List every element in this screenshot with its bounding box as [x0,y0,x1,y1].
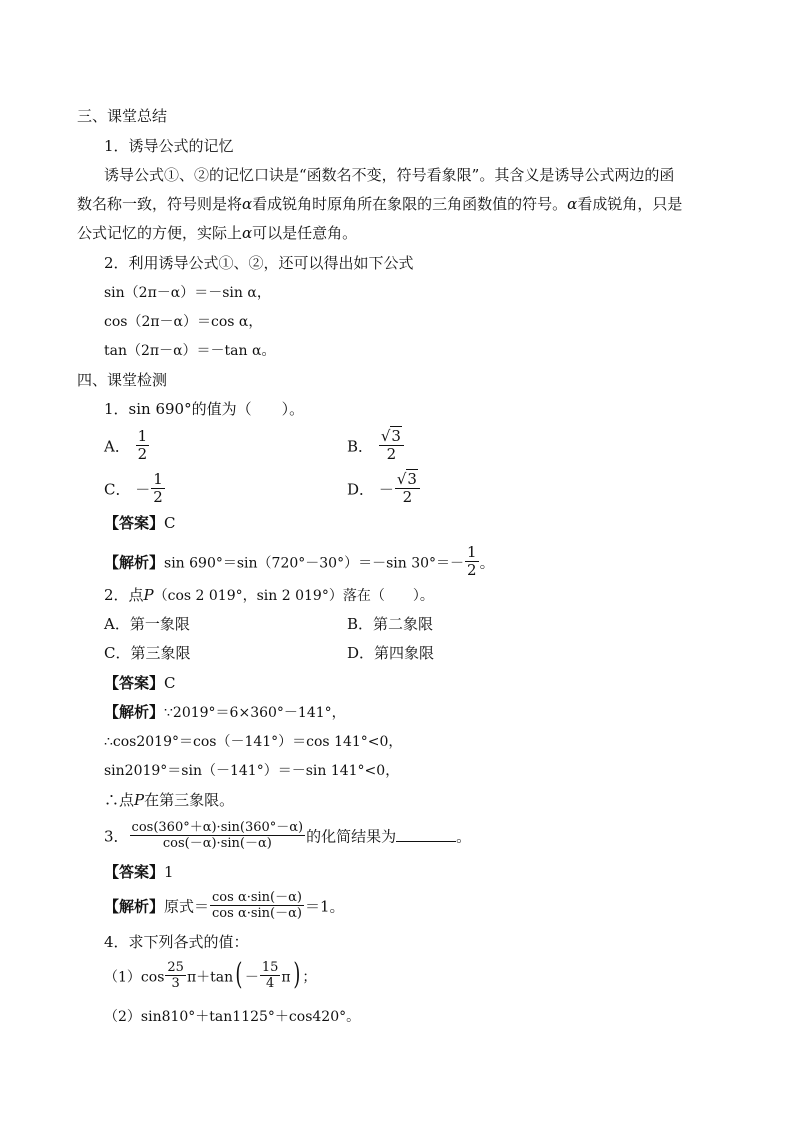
question-1-answer [104,513,176,533]
question-3-answer [104,862,174,882]
fraction: $\frac{1}{2}$ [467,543,477,579]
item-title-formulas: 2．利用诱导公式①、②，还可以得出如下公式 [104,254,414,272]
analysis-text: sin 690°＝sin（720°－30°）＝－sin 30°＝－ [164,555,465,572]
formula-tan: tan（2π－α）＝－tan α。 [104,343,276,359]
question-2-analysis-line-4: ∴点P在第三象限。 [104,791,235,809]
question-2-analysis-line-3: sin2019°＝sin（－141°）＝－sin 141°<0， [104,763,400,779]
answer-value: C [164,514,176,532]
question-4-stem: 4．求下列各式的值： [104,933,249,951]
alpha-symbol: α [242,195,253,213]
fraction: $\frac{√3}{2}$ [379,428,404,463]
question-1-option-b [347,427,405,465]
item-title-memory: 1．诱导公式的记忆 [104,137,234,155]
fraction: $\frac{25}{3}$ [167,960,184,991]
text: 可以是任意角。 [252,224,358,242]
formula-cos: cos（2π－α）＝cos α， [104,314,263,330]
question-2-answer [104,673,176,693]
question-3-stem: 3． $\frac{\cos(360^\circ+\alpha)\cdot\sin(360^\circ-\alpha)}{\cos(-\alpha)\cdot\sin(-\alpha)}$ 的化简结果为 。 [104,820,472,851]
analysis-tag: 【解析】 [104,553,165,572]
point-p: P [143,586,154,604]
answer-tag: 【答案】 [104,863,165,881]
fraction: $\frac{1}{2}$ [137,427,148,463]
text: 看成锐角时原角所在象限的三角函数值的符号。 [252,195,568,213]
question-3-analysis: 【解析】原式＝ $\frac{\text{cos α·sin(－α)}}{\text{cos α·sin(－α)}}$ ＝1。 [104,890,345,921]
fraction: $\frac{√3}{2}$ [395,471,420,506]
paragraph-line-1: 诱导公式①、②的记忆口诀是“函数名不变，符号看象限”。其含义是诱导公式两边的函 [104,166,675,184]
fraction: $\frac{1}{2}$ [153,470,163,506]
question-1-option-c: C． － $\frac{1}{2}$ [104,470,163,506]
paragraph-line-3 [77,223,357,243]
text: 公式记忆的方便，实际上 [77,224,243,242]
question-1-option-a [104,427,150,465]
question-2-stem: 2．点P（cos 2 019°，sin 2 019°）落在（ ）。 [104,586,434,604]
question-4-part-2: （2）sin810°＋tan1125°＋cos420°。 [104,1009,361,1025]
formula-sin: sin（2π－α）＝－sin α， [104,285,271,301]
section-heading-summary: 三、课堂总结 [77,107,168,125]
answer-value: 1 [164,863,174,881]
fraction: $\frac{15}{4}$ [261,960,279,991]
paragraph-line-2 [77,194,682,214]
text: 看成锐角，只是 [577,195,683,213]
analysis-tag: 【解析】 [104,897,165,916]
option-label: D． [347,480,375,499]
section-heading-test: 四、课堂检测 [77,371,168,389]
text: 数名称一致，符号则是将 [77,195,243,213]
question-1-analysis: 【解析】sin 690°＝sin（720°－30°）＝－sin 30°＝－ $\frac{1}{2}$ 。 [104,543,495,579]
analysis-tag: 【解析】 [104,703,165,721]
point-p: P [134,791,145,809]
answer-tag: 【答案】 [104,674,165,692]
alpha-symbol: α [242,224,253,242]
option-label: C． [104,480,131,499]
question-2-option-c: C．第三象限 [104,644,191,662]
answer-blank [396,827,456,842]
fraction: $\frac{\text{cos α·sin(－α)}}{\text{cos α·sin(－α)}}$ [212,890,302,921]
question-1-option-d: D． － $\frac{√3}{2}$ [347,473,421,508]
question-1-stem: 1．sin 690°的值为（ ）。 [104,400,305,418]
question-2-option-a: A．第一象限 [104,615,190,633]
answer-tag: 【答案】 [104,514,165,532]
answer-value: C [164,674,176,692]
question-2-analysis-line-1: 【解析】∵2019°＝6×360°－141°， [104,703,346,721]
option-label: B． [347,437,374,456]
question-2-option-b: B．第二象限 [347,615,434,633]
question-2-analysis-line-2: ∴cos2019°＝cos（－141°）＝cos 141°<0， [104,734,403,750]
question-2-option-d: D．第四象限 [347,644,435,662]
question-4-part-1: （1）cos $\frac{25}{3}$ π＋tan( － $\frac{15}{4}$ π) ； [104,956,317,992]
option-label: A． [104,437,130,456]
fraction: $\frac{\cos(360^\circ+\alpha)\cdot\sin(360^\circ-\alpha)}{\cos(-\alpha)\cdot\sin(-\alpha)}$ [131,820,304,851]
alpha-symbol: α [567,195,578,213]
